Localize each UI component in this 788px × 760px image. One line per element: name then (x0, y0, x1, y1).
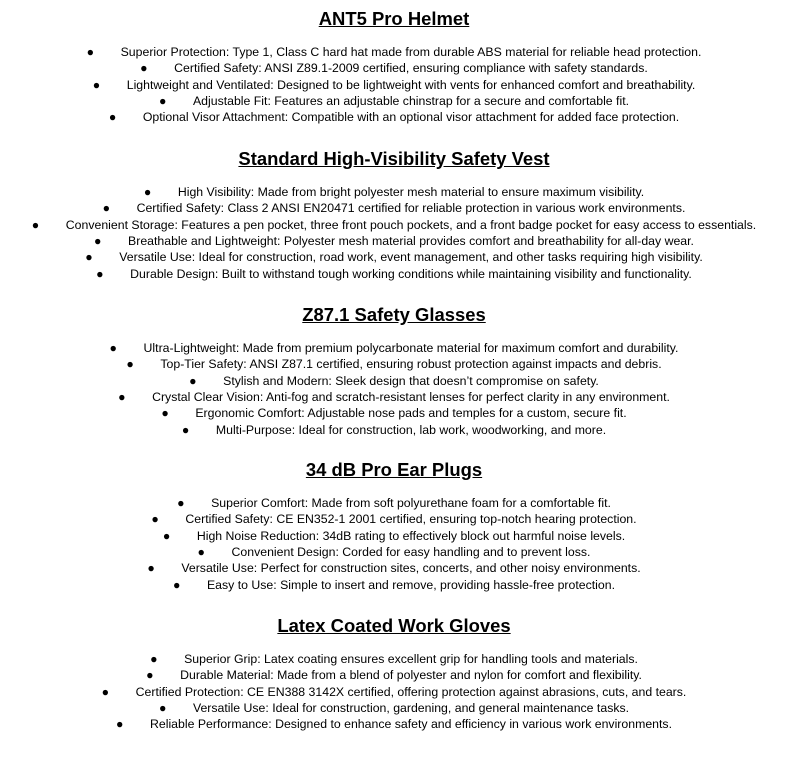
list-item (0, 651, 788, 667)
list-item-text: Convenient Storage: Features a pen pocket, three front pouch pockets, and a front badge pocket for easy access to essentials. (65, 217, 757, 232)
list-item (0, 528, 788, 544)
bullet-list (0, 340, 788, 438)
bullet-icon: ● (172, 577, 181, 592)
bullet-icon: ● (126, 357, 134, 372)
list-item (0, 217, 788, 233)
list-item-text: Ultra-Lightweight: Made from premium polycarbonate material for maximum comfort and durability. (143, 340, 679, 355)
list-item (0, 700, 788, 716)
bullet-icon: ● (158, 700, 167, 715)
list-item (0, 405, 788, 421)
section-title: Standard High-Visibility Safety Vest (238, 148, 550, 169)
list-item (0, 249, 788, 265)
list-item-text: Durable Design: Built to withstand tough working conditions while maintaining visibility and functionality. (130, 266, 692, 281)
bullet-icon: ● (116, 717, 124, 732)
bullet-icon: ● (189, 373, 197, 388)
list-item (0, 389, 788, 405)
bullet-list (0, 184, 788, 282)
section-helmet (0, 8, 788, 126)
list-item-text: Multi-Purpose: Ideal for construction, lab work, woodworking, and more. (215, 422, 607, 437)
list-item-text: Certified Protection: CE EN388 3142X certified, offering protection against abrasions, cuts, and tears. (135, 684, 687, 699)
list-item (0, 511, 788, 527)
bullet-icon: ● (109, 340, 117, 355)
list-item-text: Versatile Use: Perfect for construction sites, concerts, and other noisy environments. (181, 561, 641, 576)
list-item (0, 684, 788, 700)
bullet-icon: ● (31, 217, 40, 232)
list-item-text: Breathable and Lightweight: Polyester mesh material provides comfort and breathability for all-day wear. (128, 233, 694, 248)
list-item-text: Optional Visor Attachment: Compatible with an optional visor attachment for added face protection. (142, 110, 680, 125)
list-item-text: Easy to Use: Simple to insert and remove, providing hassle-free protection. (206, 577, 616, 592)
bullet-icon: ● (101, 684, 110, 699)
bullet-icon: ● (161, 406, 169, 421)
list-item-text: Versatile Use: Ideal for construction, road work, event management, and other tasks requiring high visibility. (119, 250, 703, 265)
list-item-text: Durable Material: Made from a blend of polyester and nylon for comfort and flexibility. (180, 668, 642, 683)
bullet-list (0, 651, 788, 733)
list-item-text: High Visibility: Made from bright polyester mesh material to ensure maximum visibility. (177, 184, 645, 199)
list-item-text: Certified Safety: Class 2 ANSI EN20471 certified for reliable protection in various work environments. (136, 201, 686, 216)
list-item (0, 266, 788, 282)
list-item (0, 356, 788, 372)
list-item (0, 233, 788, 249)
list-item (0, 544, 788, 560)
list-item (0, 560, 788, 576)
bullet-icon: ● (102, 201, 111, 216)
section-glasses (0, 304, 788, 438)
bullet-icon: ● (197, 544, 205, 559)
bullet-icon: ● (158, 93, 167, 108)
list-item (0, 93, 788, 109)
section-title: 34 dB Pro Ear Plugs (305, 459, 483, 480)
bullet-icon: ● (151, 512, 159, 527)
list-item-text: Superior Grip: Latex coating ensures excellent grip for handling tools and materials. (184, 651, 638, 666)
bullet-icon: ● (86, 44, 95, 59)
list-item-text: Ergonomic Comfort: Adjustable nose pads and temples for a custom, secure fit. (195, 406, 627, 421)
bullet-icon: ● (146, 668, 154, 683)
list-item (0, 200, 788, 216)
list-item-text: Certified Safety: CE EN352-1 2001 certified, ensuring top-notch hearing protection. (185, 512, 637, 527)
section-vest (0, 148, 788, 282)
list-item (0, 77, 788, 93)
list-item-text: Adjustable Fit: Features an adjustable chinstrap for a secure and comfortable fit. (192, 93, 630, 108)
list-item-text: Reliable Performance: Designed to enhance safety and efficiency in various work environments. (150, 717, 672, 732)
section-ear-plugs (0, 459, 788, 593)
list-item (0, 60, 788, 76)
list-item (0, 577, 788, 593)
bullet-icon: ● (140, 61, 148, 76)
list-item (0, 184, 788, 200)
bullet-icon: ● (177, 495, 185, 510)
section-gloves (0, 615, 788, 733)
list-item-text: Stylish and Modern: Sleek design that doesn’t compromise on safety. (223, 373, 599, 388)
bullet-icon: ● (162, 528, 171, 543)
list-item-text: Certified Safety: ANSI Z89.1-2009 certified, ensuring compliance with safety standards. (174, 61, 648, 76)
bullet-icon: ● (118, 389, 126, 404)
list-item-text: Crystal Clear Vision: Anti-fog and scratch-resistant lenses for perfect clarity in any environment. (152, 389, 670, 404)
section-title: Latex Coated Work Gloves (277, 615, 511, 636)
bullet-icon: ● (108, 110, 117, 125)
bullet-icon: ● (85, 250, 93, 265)
list-item-text: Convenient Design: Corded for easy handling and to prevent loss. (231, 544, 591, 559)
bullet-list (0, 495, 788, 593)
bullet-icon: ● (143, 184, 152, 199)
section-title: ANT5 Pro Helmet (318, 8, 470, 29)
list-item (0, 422, 788, 438)
list-item (0, 667, 788, 683)
bullet-icon: ● (92, 77, 101, 92)
bullet-icon: ● (94, 233, 102, 248)
list-item-text: Lightweight and Ventilated: Designed to be lightweight with vents for enhanced comfort and breathability. (126, 77, 696, 92)
bullet-icon: ● (150, 651, 158, 666)
bullet-list (0, 44, 788, 126)
bullet-icon: ● (96, 266, 104, 281)
list-item-text: Superior Comfort: Made from soft polyurethane foam for a comfortable fit. (211, 495, 611, 510)
list-item-text: Superior Protection: Type 1, Class C hard hat made from durable ABS material for reliable head protection. (120, 44, 702, 59)
list-item (0, 373, 788, 389)
section-title: Z87.1 Safety Glasses (302, 304, 486, 325)
list-item-text: Versatile Use: Ideal for construction, gardening, and general maintenance tasks. (192, 700, 630, 715)
list-item (0, 109, 788, 125)
bullet-icon: ● (147, 561, 155, 576)
list-item (0, 495, 788, 511)
list-item-text: High Noise Reduction: 34dB rating to effectively block out harmful noise levels. (196, 528, 626, 543)
list-item-text: Top-Tier Safety: ANSI Z87.1 certified, ensuring robust protection against impacts and debris. (160, 357, 662, 372)
list-item (0, 44, 788, 60)
list-item (0, 716, 788, 732)
list-item (0, 340, 788, 356)
bullet-icon: ● (181, 422, 190, 437)
